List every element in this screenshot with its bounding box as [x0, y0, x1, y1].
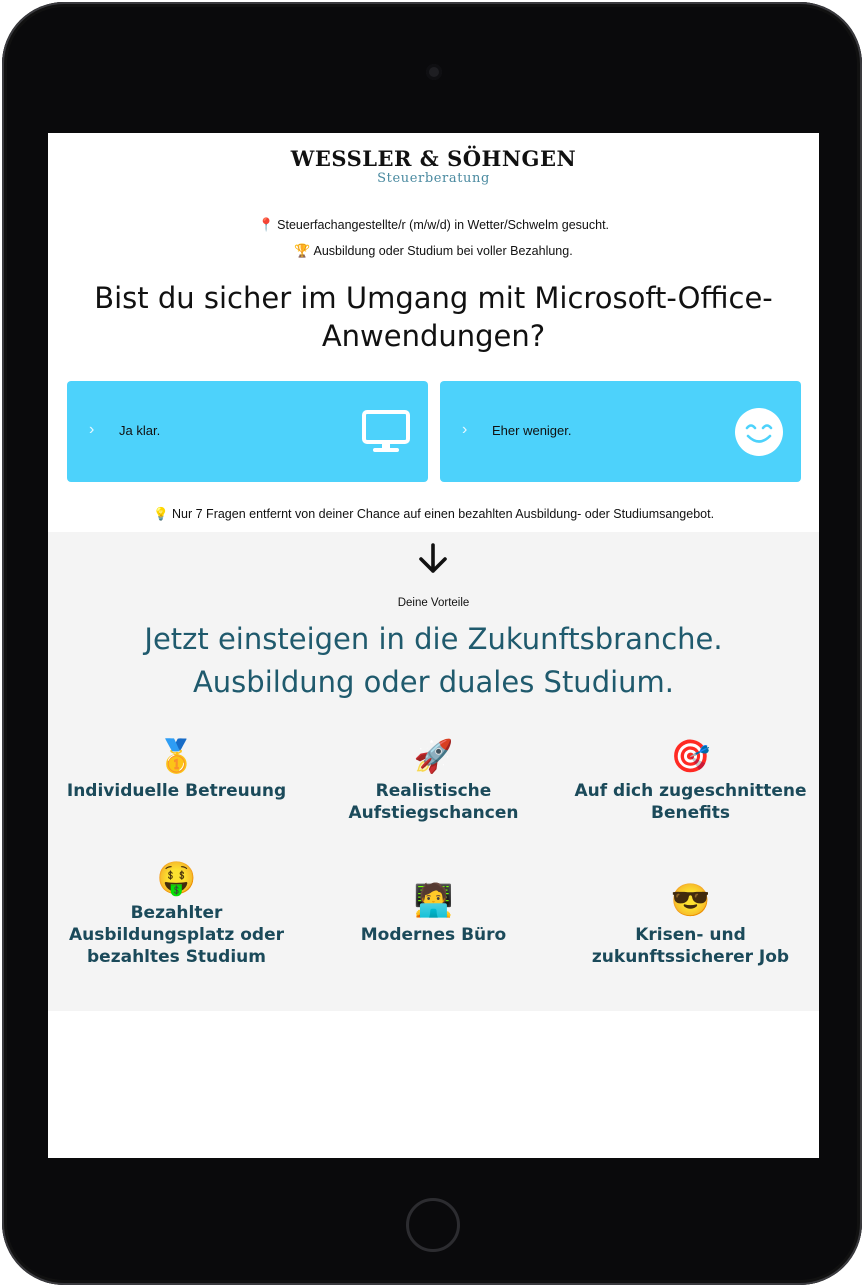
company-logo[interactable]	[48, 147, 819, 187]
answer-option-less[interactable]	[440, 381, 801, 482]
camera-icon	[426, 64, 442, 80]
benefit-item	[305, 736, 562, 824]
home-button[interactable]	[406, 1198, 460, 1252]
benefit-item	[48, 858, 305, 968]
benefits-label: Deine Vorteile	[397, 597, 470, 609]
pin-icon: 📍	[257, 217, 275, 232]
tablet-frame	[2, 2, 862, 1285]
benefits-headline	[48, 618, 819, 704]
sunglasses-face-icon: 😎	[670, 882, 711, 918]
logo-subtitle: Steuerberatung	[377, 171, 490, 186]
benefit-text: Krisen- und zukunftssicherer Job	[591, 925, 790, 967]
job-info-line	[48, 217, 819, 233]
lightbulb-icon: 💡	[152, 507, 169, 521]
benefit-text: Modernes Büro	[360, 925, 507, 945]
progress-hint	[48, 507, 819, 522]
target-icon: 🎯	[670, 738, 711, 774]
benefit-text: Realistische Aufstiegschancen	[348, 781, 519, 823]
benefit-text: Auf dich zugeschnittene Benefits	[574, 781, 807, 823]
money-face-icon: 🤑	[156, 860, 197, 896]
smiley-icon	[734, 407, 784, 457]
headline-line: Ausbildung oder duales Studium.	[192, 665, 675, 699]
benefit-text: Individuelle Betreuung	[66, 781, 287, 801]
arrow-down-icon	[416, 542, 450, 576]
logo-name: WESSLER & SÖHNGEN	[290, 146, 577, 171]
benefit-item	[48, 736, 305, 802]
answer-label: Eher weniger.	[492, 423, 572, 438]
quiz-question: Bist du sicher im Umgang mit Microsoft-Office-Anwendungen?	[94, 281, 773, 353]
chevron-right-icon: ›	[89, 421, 95, 438]
rocket-icon: 🚀	[413, 738, 454, 774]
progress-hint-text: Nur 7 Fragen entfernt von deiner Chance auf einen bezahlten Ausbildung- oder Studiumsangebot.	[172, 507, 715, 521]
chevron-right-icon: ›	[462, 421, 468, 438]
benefits-section	[48, 532, 819, 1011]
benefit-item	[562, 736, 819, 824]
benefit-item	[305, 880, 562, 946]
job-info-text: Steuerfachangestellte/r (m/w/d) in Wetter/Schwelm gesucht.	[277, 218, 610, 232]
technologist-icon: 🧑‍💻	[413, 882, 454, 918]
payment-info-text: Ausbildung oder Studium bei voller Bezahlung.	[313, 244, 573, 258]
benefit-text: Bezahlter Ausbildungsplatz oder bezahltes Studium	[68, 903, 285, 967]
benefit-item	[562, 880, 819, 968]
medal-icon: 🥇	[156, 738, 197, 774]
answer-label: Ja klar.	[119, 423, 161, 438]
trophy-icon: 🏆	[294, 243, 311, 258]
answer-option-yes[interactable]	[67, 381, 428, 482]
screen	[48, 133, 819, 1158]
headline-line: Jetzt einsteigen in die Zukunftsbranche.	[144, 622, 723, 656]
payment-info-line	[48, 243, 819, 259]
monitor-icon	[361, 407, 411, 457]
